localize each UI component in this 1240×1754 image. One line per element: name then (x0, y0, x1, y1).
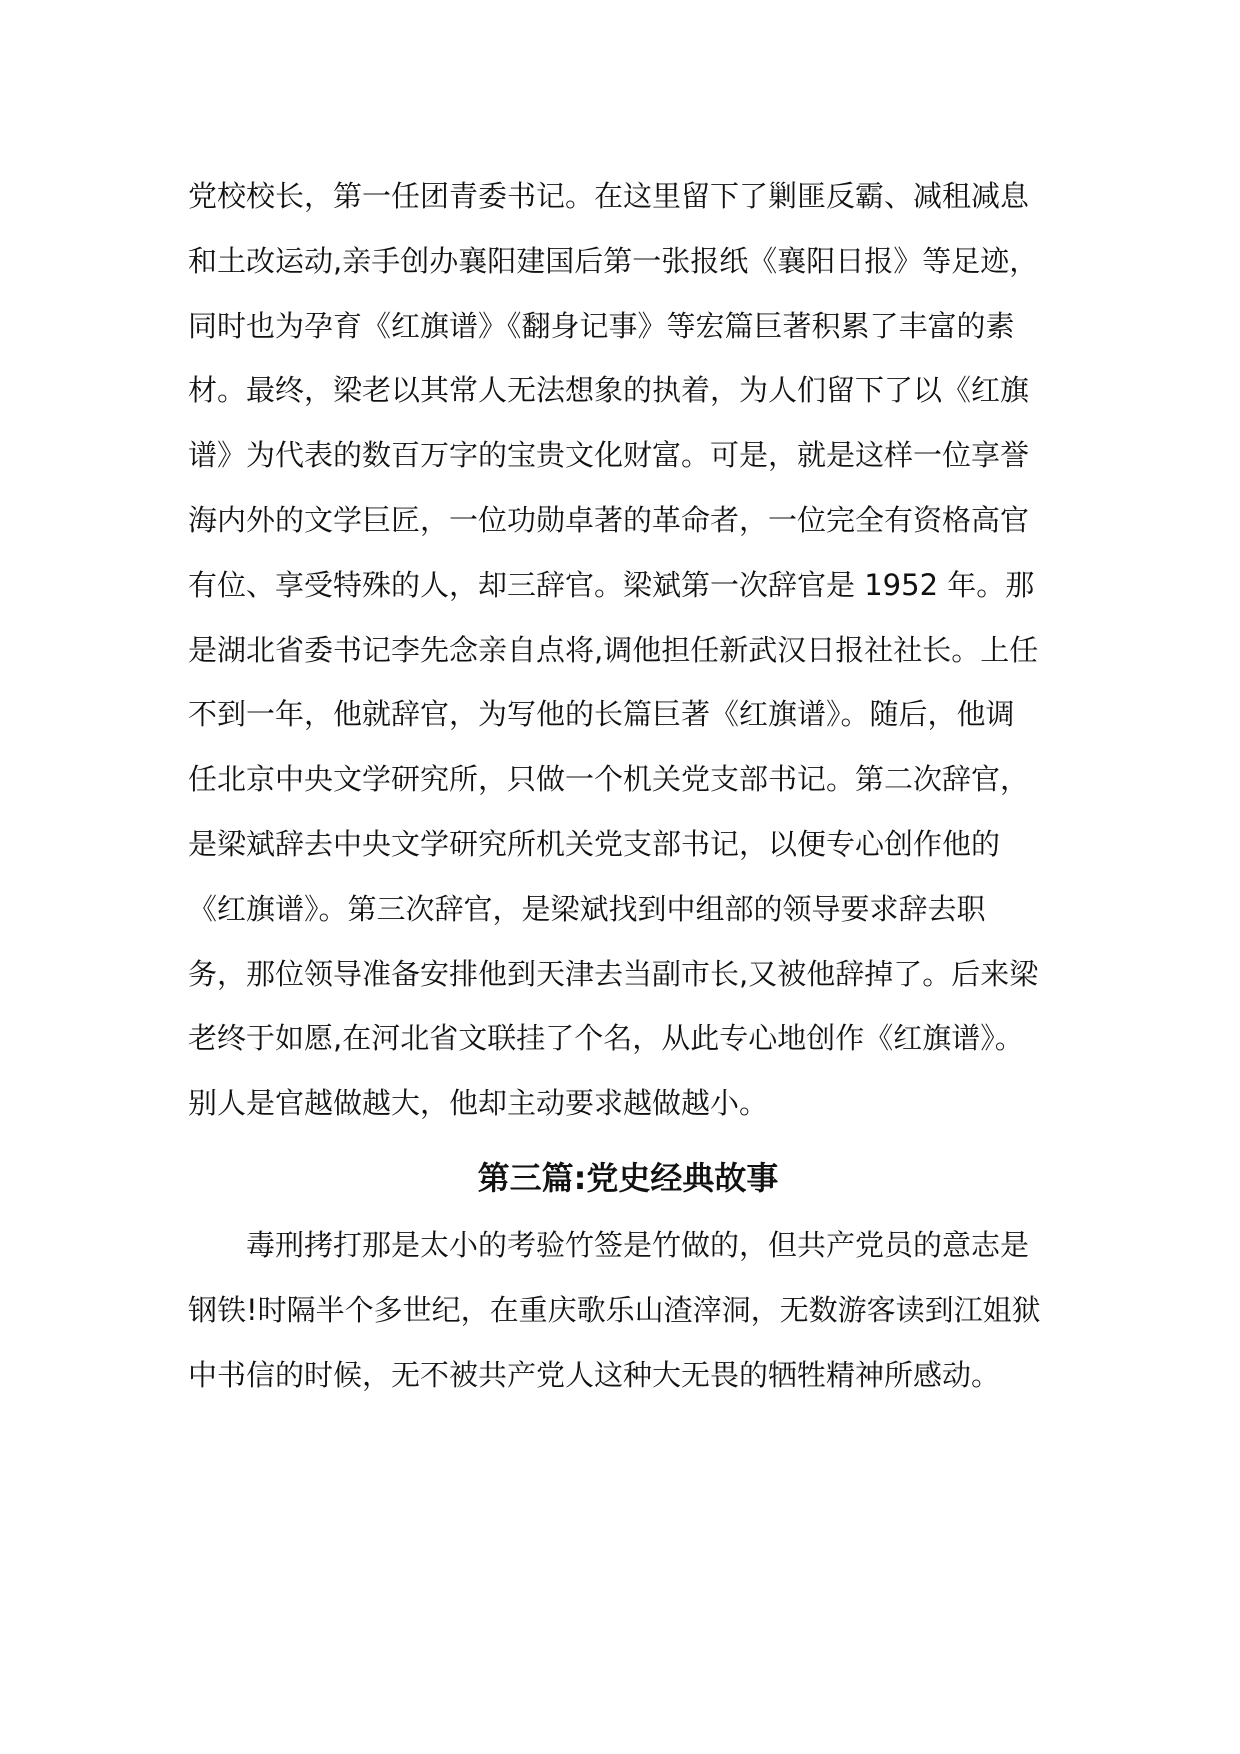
text-line: 《红旗谱》。第三次辞官，是梁斌找到中组部的领导要求辞去职 (188, 891, 986, 926)
text-line: 和土改运动,亲手创办襄阳建国后第一张报纸《襄阳日报》等足迹， (188, 243, 1039, 278)
text-line: 有位、享受特殊的人，却三辞官。梁斌第一次辞官是 1952 年。那 (188, 567, 1035, 602)
section-heading: 第三篇:党史经典故事 (477, 1159, 779, 1197)
text-line: 中书信的时候，无不被共产党人这种大无畏的牺牲精神所感动。 (188, 1357, 1001, 1392)
text-line: 谱》为代表的数百万字的宝贵文化财富。可是，就是这样一位享誉 (188, 438, 1030, 473)
text-line: 海内外的文学巨匠，一位功勋卓著的革命者，一位完全有资格高官 (188, 502, 1030, 537)
text-line: 材。最终，梁老以其常人无法想象的执着，为人们留下了以《红旗 (188, 373, 1030, 408)
text-line: 钢铁!时隔半个多世纪，在重庆歌乐山渣滓洞，无数游客读到江姐狱 (188, 1292, 1041, 1327)
text-line: 任北京中央文学研究所，只做一个机关党支部书记。第二次辞官， (188, 762, 1030, 797)
text-line: 老终于如愿,在河北省文联挂了个名，从此专心地创作《红旗谱》。 (188, 1021, 1024, 1056)
paragraph-2 (188, 1213, 1068, 1407)
text-line: 不到一年，他就辞官，为写他的长篇巨著《红旗谱》。随后，他调 (188, 697, 1015, 732)
text-line: 务，那位领导准备安排他到天津去当副市长,又被他辞掉了。后来梁 (188, 956, 1039, 991)
text-line: 是湖北省委书记李先念亲自点将,调他担任新武汉日报社社长。上任 (188, 632, 1039, 667)
text-line: 党校校长，第一任团青委书记。在这里留下了剿匪反霸、减租减息 (188, 179, 1030, 213)
text-line: 是梁斌辞去中央文学研究所机关党支部书记，以便专心创作他的 (188, 826, 1001, 861)
paragraph-1 (188, 164, 1068, 1136)
text-line: 毒刑拷打那是太小的考验竹签是竹做的，但共产党员的意志是 (246, 1228, 1030, 1262)
text-line: 别人是官越做越大，他却主动要求越做越小。 (188, 1086, 769, 1121)
text-line: 同时也为孕育《红旗谱》《翻身记事》等宏篇巨著积累了丰富的素 (188, 308, 1015, 343)
